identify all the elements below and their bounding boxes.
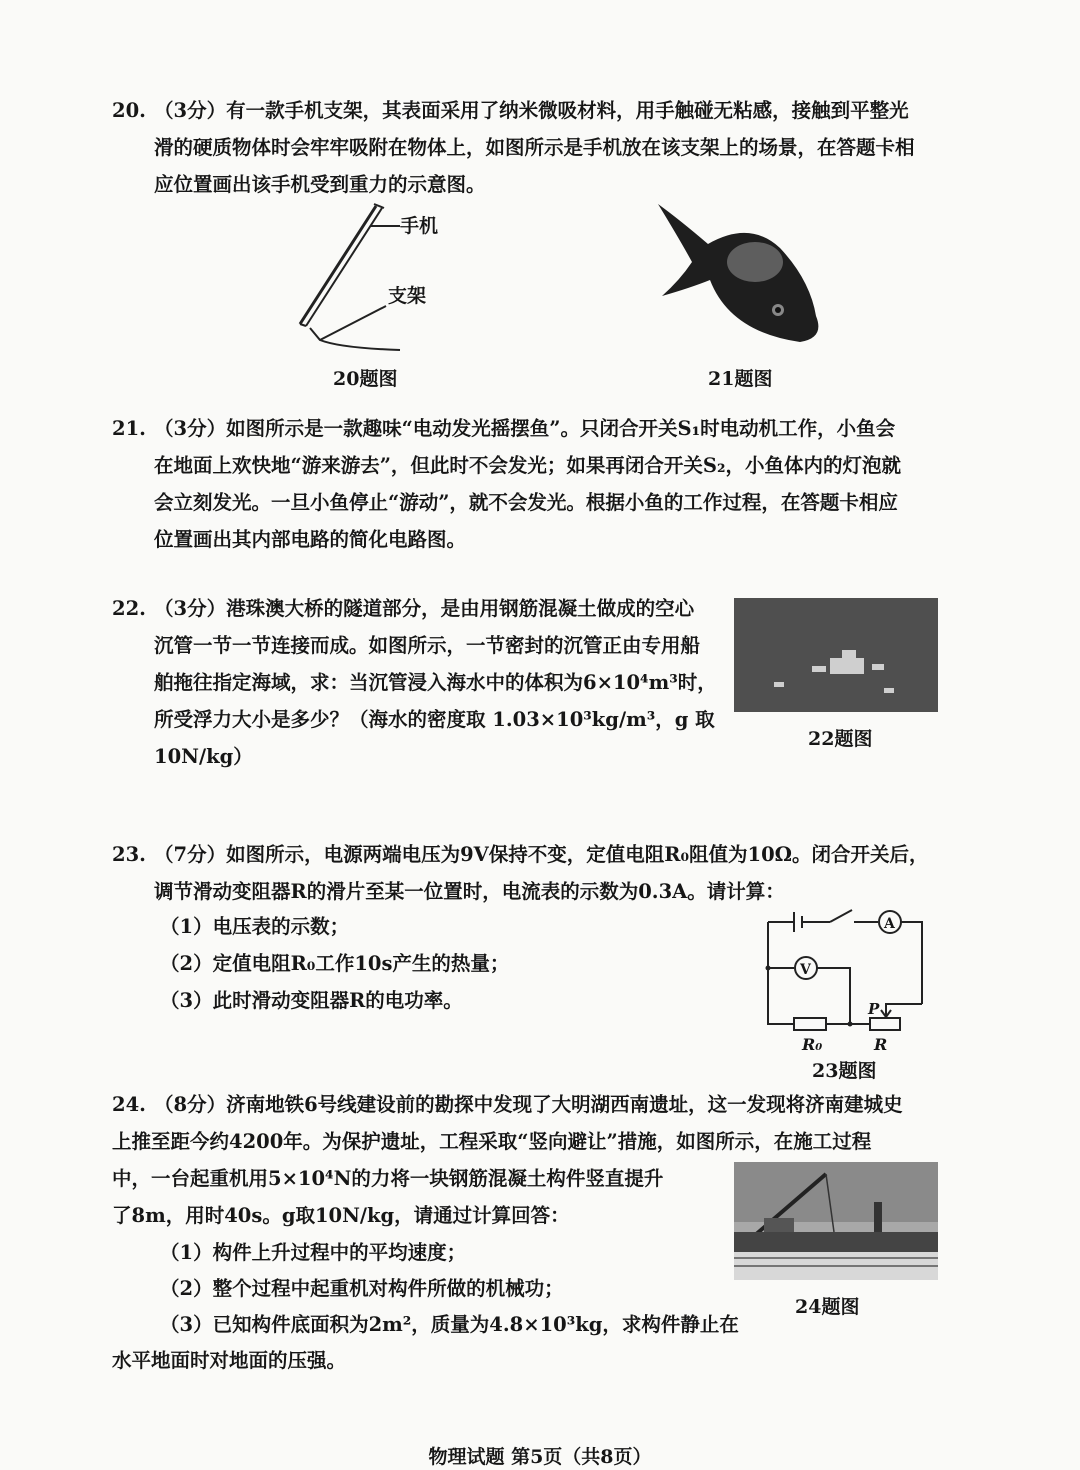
question-21 xyxy=(112,410,901,558)
question-text-line: （7分）如图所示，电源两端电压为9V保持不变，定值电阻R₀阻值为10Ω。闭合开关后， xyxy=(154,843,929,866)
figure-24-photo xyxy=(734,1162,938,1280)
slider-label: P xyxy=(868,1000,880,1018)
voltmeter-label: V xyxy=(800,962,811,978)
figure-22-photo xyxy=(734,598,938,712)
question-text-line: 了8m，用时40s。g取10N/kg，请通过计算回答： xyxy=(112,1204,570,1227)
question-text-line: 滑的硬质物体时会牢牢吸附在物体上，如图所示是手机放在该支架上的场景，在答题卡相 xyxy=(154,136,915,159)
question-text-line: 应位置画出该手机受到重力的示意图。 xyxy=(154,173,486,196)
label-phone: 手机 xyxy=(400,215,439,237)
question-text-line: 在地面上欢快地“游来游去”，但此时不会发光；如果再闭合开关S₂，小鱼体内的灯泡就 xyxy=(154,454,902,477)
page-footer: 物理试题 第5页（共8页） xyxy=(428,1446,652,1468)
question-number: 23. xyxy=(112,843,146,866)
question-text-line: （3分）如图所示是一款趣味“电动发光摇摆鱼”。只闭合开关S₁时电动机工作，小鱼会 xyxy=(154,417,896,440)
question-text-line: （3分）有一款手机支架，其表面采用了纳米微吸材料，用手触碰无粘感，接触到平整光 xyxy=(154,99,909,122)
question-text-line: 位置画出其内部电路的简化电路图。 xyxy=(154,528,467,551)
question-text-line: 沉管一节一节连接而成。如图所示，一节密封的沉管正由专用船 xyxy=(154,634,701,657)
sub-question-1: （1）电压表的示数； xyxy=(160,915,350,938)
question-text-line: 舶拖往指定海域，求：当沉管浸入海水中的体积为6×10⁴m³时， xyxy=(154,671,717,694)
sub-question-2: （2）定值电阻R₀工作10s产生的热量； xyxy=(160,952,510,975)
question-22 xyxy=(112,590,717,775)
figure-24-caption: 24题图 xyxy=(795,1296,860,1318)
question-20 xyxy=(112,92,915,203)
question-text-line: 水平地面时对地面的压强。 xyxy=(112,1349,347,1372)
question-text-line: （3分）港珠澳大桥的隧道部分，是由用钢筋混凝土做成的空心 xyxy=(154,597,695,620)
question-number: 24. xyxy=(112,1093,146,1116)
question-text-line: 调节滑动变阻器R的滑片至某一位置时，电流表的示数为0.3A。请计算： xyxy=(154,880,785,903)
question-23 xyxy=(112,836,929,910)
figure-20-phone-stand xyxy=(280,198,480,358)
question-number: 20. xyxy=(112,99,146,122)
question-24 xyxy=(112,1086,903,1160)
figure-20-caption: 20题图 xyxy=(333,368,398,390)
ammeter-label: A xyxy=(884,916,895,932)
figure-23-circuit xyxy=(760,902,935,1062)
question-text-line: 10N/kg） xyxy=(154,745,253,768)
question-text-line: （8分）济南地铁6号线建设前的勘探中发现了大明湖西南遗址，这一发现将济南建城史 xyxy=(154,1093,903,1116)
r0-label: R₀ xyxy=(802,1035,823,1054)
figure-22-caption: 22题图 xyxy=(808,728,873,750)
r-label: R xyxy=(874,1035,888,1054)
label-stand: 支架 xyxy=(388,285,427,307)
sub-question-1: （1）构件上升过程中的平均速度； xyxy=(160,1241,467,1264)
question-text-line: 会立刻发光。一旦小鱼停止“游动”，就不会发光。根据小鱼的工作过程，在答题卡相应 xyxy=(154,491,898,514)
question-number: 21. xyxy=(112,417,146,440)
sub-question-2: （2）整个过程中起重机对构件所做的机械功； xyxy=(160,1277,564,1300)
figure-21-fish xyxy=(650,200,825,350)
question-text-line: 上推至距今约4200年。为保护遗址，工程采取“竖向避让”措施，如图所示，在施工过程 xyxy=(112,1130,872,1153)
sub-question-3: （3）此时滑动变阻器R的电功率。 xyxy=(160,989,463,1012)
figure-21-caption: 21题图 xyxy=(708,368,773,390)
question-text-line: 中，一台起重机用5×10⁴N的力将一块钢筋混凝土构件竖直提升 xyxy=(112,1167,664,1190)
sub-question-3: （3）已知构件底面积为2m²，质量为4.8×10³kg，求构件静止在 xyxy=(160,1313,739,1336)
question-text-line: 所受浮力大小是多少？（海水的密度取 1.03×10³kg/m³，g 取 xyxy=(154,708,715,731)
figure-23-caption: 23题图 xyxy=(812,1060,877,1082)
question-number: 22. xyxy=(112,597,146,620)
